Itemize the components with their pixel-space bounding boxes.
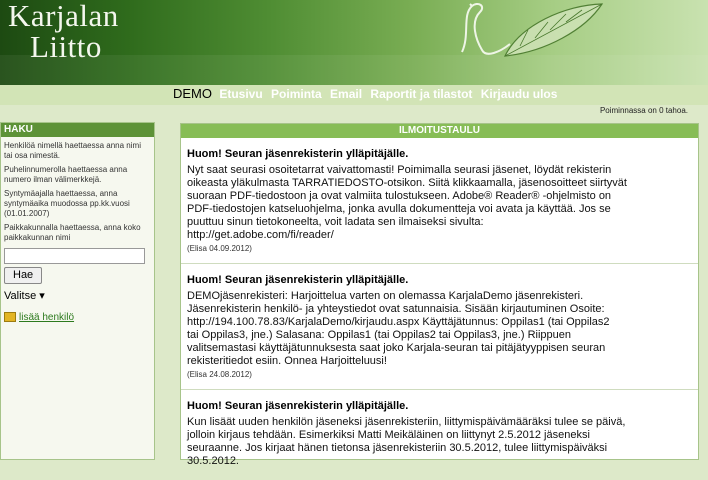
bulletin-heading: Huom! Seuran jäsenrekisterin ylläpitäjälle. [187, 148, 409, 160]
nav-link-email[interactable]: Email [330, 87, 363, 101]
search-hint-phone: Puhelinnumerolla haettaessa anna numero ilman välimerkkejä. [4, 165, 128, 184]
bulletin-item [181, 263, 698, 389]
logo-line-1: Karjalan [8, 0, 119, 33]
logo-line-2: Liitto [30, 29, 102, 64]
bulletin-board [180, 123, 699, 467]
search-panel-title: HAKU [1, 123, 154, 137]
bulletin-body: Kun lisäät uuden henkilön jäseneksi jäsenrekisteriin, liittymispäivämääräksi tulee se päivä, jolloin kirjaus tehdään. Esimerkiksi Matti Meikäläinen on liittynyt 2.5.2012 jäseneksi seuraanne. Jos kirjaat hänen tietonsa jäsenrekisteriin 30.5.2012, tulee liittymispäiväksi 30.5.2012. [187, 416, 626, 467]
search-hint-birthdate: Syntymäajalla haettaessa, anna syntymäaika muodossa pp.kk.vuosi (01.01.2007) [4, 189, 130, 218]
add-person-link[interactable] [4, 312, 154, 323]
search-hint-city: Paikkakunnalla haettaessa, anna koko paikkakunnan nimi [4, 223, 141, 242]
main-nav [173, 86, 562, 101]
dropdown-arrow-icon: ▾ [39, 290, 45, 302]
bulletin-signature [187, 470, 692, 480]
online-status: Poiminnassa on 0 tahoa. [599, 106, 688, 115]
search-panel [0, 122, 155, 460]
bulletin-signature: (Elisa 24.08.2012) [187, 370, 252, 379]
search-input[interactable] [4, 248, 145, 264]
logo[interactable] [8, 0, 119, 62]
header-banner [0, 0, 708, 85]
nav-link-etusivu[interactable]: Etusivu [219, 87, 263, 101]
bulletin-heading: Huom! Seuran jäsenrekisterin ylläpitäjälle. [187, 274, 409, 286]
search-type-select[interactable] [4, 288, 154, 304]
nav-link-raportit[interactable]: Raportit ja tilastot [370, 87, 473, 101]
bulletin-item [181, 148, 698, 263]
bulletin-body: Nyt saat seurasi osoitetarrat vaivattomasti! Poimimalla seurasi jäsenet, löydät rekisterin oikeasta yläkulmasta TARRATIEDOSTO-otsikon. Siitä klikkaamalla, jäsenosoitteet siirtyvät suoraan PDF-tiedostoon ja ovat valmiita tulostukseen. Adobe® Reader® -ohjelmisto on PDF-tiedostojen katseluohjelma, jonka avulla dokumentteja voi avata ja käyttää. Jos se puuttuu sinun tietokoneelta, voit ladata sen ilmaiseksi sivulta: http://get.adobe.com/fi/reader/ [187, 164, 627, 241]
search-button[interactable]: Hae [4, 267, 42, 284]
bulletin-signature: (Elisa 04.09.2012) [187, 244, 252, 253]
add-person-icon [4, 312, 16, 322]
nav-link-kirjaudu-ulos[interactable]: Kirjaudu ulos [480, 87, 558, 101]
demo-label: DEMO [173, 86, 212, 101]
bulletin-item [181, 389, 698, 480]
search-hint-name: Henkilöä nimellä haettaessa anna nimi tai osa nimestä. [4, 141, 141, 160]
search-type-value: Valitse [4, 290, 37, 302]
nav-link-poiminta[interactable]: Poiminta [271, 87, 322, 101]
bulletin-title: ILMOITUSTAULU [181, 124, 698, 138]
bulletin-body: DEMOjäsenrekisteri: Harjoittelua varten on olemassa KarjalaDemo jäsenrekisteri. Jäsenrekisterin henkilö- ja yhteystiedot ovat satunnaisia. Sisään kirjautuminen Osoite: http://194.100.78.83/KarjalaDemo/kirjaudu.aspx Käyttäjätunnus: Oppilas1 (tai Oppilas2 tai Oppilas3, jne.) Salasana: Oppilas1 (tai Oppilas2 tai Oppilas3, jne.) Riippuen valitsemastasi käyttäjätunnuksesta saat joko Karjala-seuran tai pitäjätyyppisen seuran rekisteritiedot esiin. Onnea Harjoitteluusi! [187, 290, 610, 367]
add-person-label: lisää henkilö [19, 312, 75, 323]
bulletin-heading: Huom! Seuran jäsenrekisterin ylläpitäjälle. [187, 400, 409, 412]
